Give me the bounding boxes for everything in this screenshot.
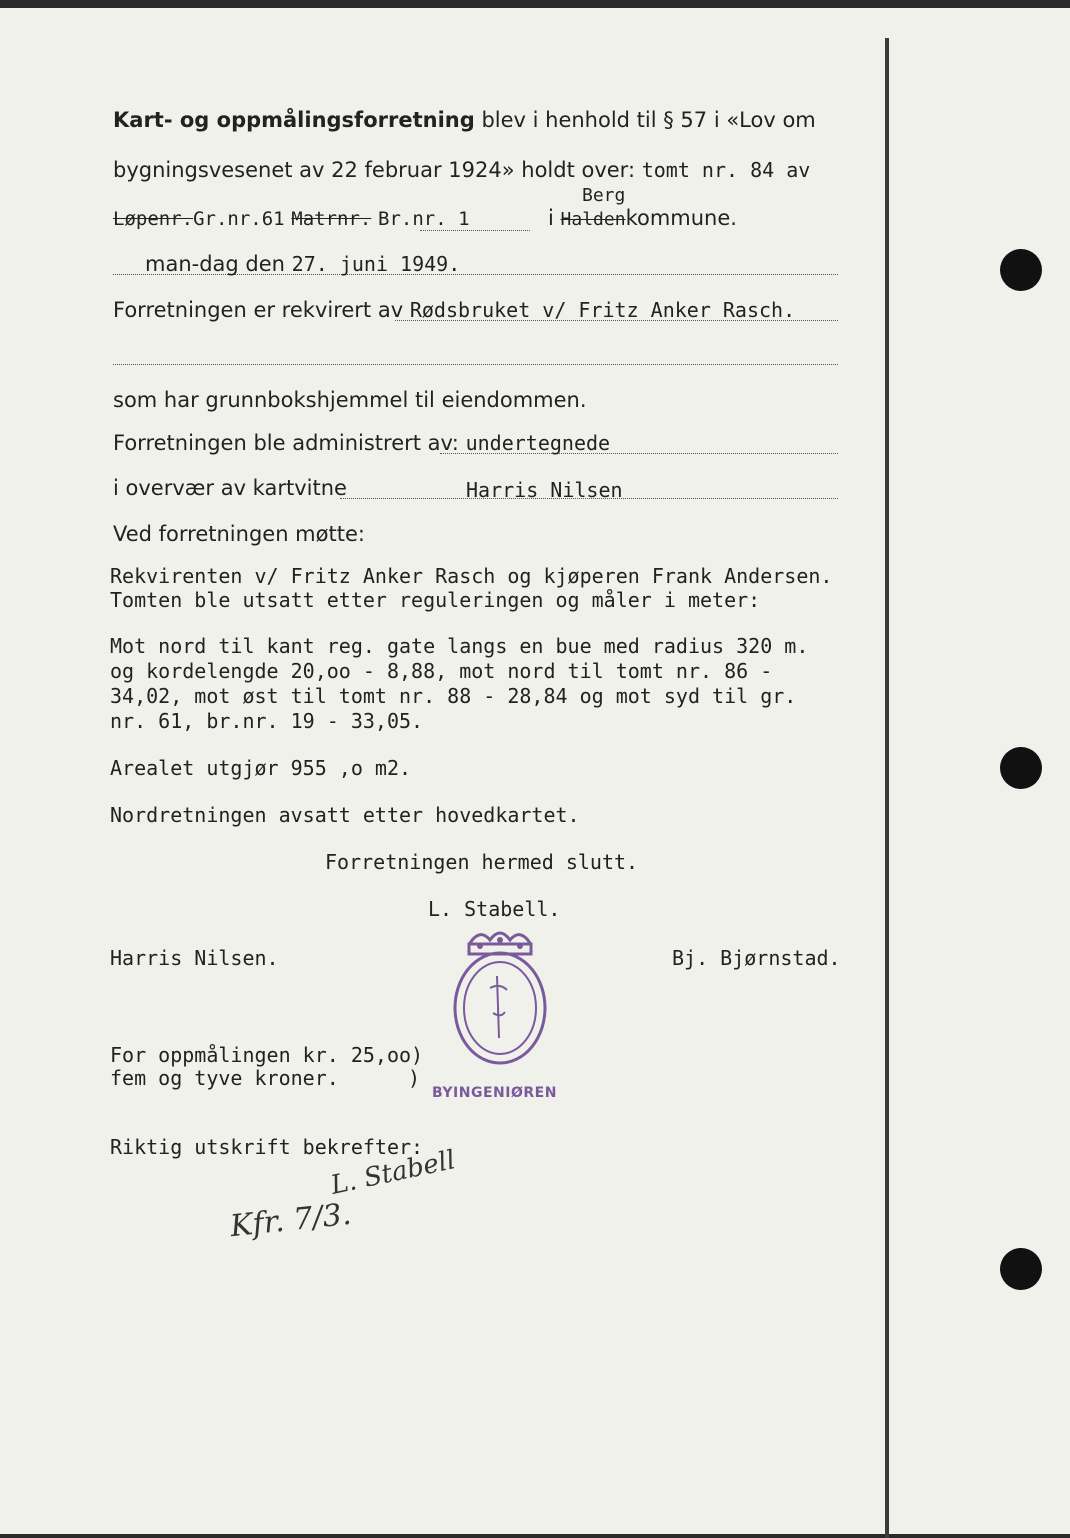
plot-number: tomt nr. 84 av: [641, 158, 811, 182]
gnr-value: Gr.nr.61: [193, 208, 285, 230]
property-dotted-rule: [420, 230, 530, 231]
struck-prefix: Løpenr.: [113, 208, 194, 230]
kommune-label: kommune.: [625, 206, 737, 230]
date-value: 27. juni 1949.: [291, 252, 461, 276]
fee-line-2: fem og tyve kroner.: [110, 1066, 339, 1090]
signature-right: Bj. Bjørnstad.: [672, 946, 841, 970]
municipality-typed: Berg: [582, 185, 626, 206]
witness-value: Harris Nilsen: [466, 478, 623, 502]
stamp-label: BYINGENIØREN: [432, 1085, 557, 1101]
crown-jewel-left: [477, 943, 483, 949]
signature-center: L. Stabell.: [428, 897, 561, 921]
date-line: [145, 252, 460, 276]
header-line-2: [113, 158, 810, 182]
stamp-inner-oval: [464, 962, 536, 1054]
fee-line-1: For oppmålingen kr. 25,oo): [110, 1043, 424, 1067]
struck-municipality: Halden: [560, 209, 626, 230]
punch-hole-bottom: [1000, 1248, 1042, 1290]
day-label: dag den: [199, 252, 285, 276]
area-text: Arealet utgjør 955 ,o m2.: [110, 756, 412, 780]
administered-line: [113, 431, 610, 455]
ownership-text: som har grunnbokshjemmel til eiendommen.: [113, 388, 587, 412]
property-line: [113, 206, 470, 230]
in-label: i: [548, 206, 554, 230]
municipality-line: [548, 206, 737, 230]
official-stamp: [435, 928, 575, 1108]
body-p2-line3: 34,02, mot øst til tomt nr. 88 - 28,84 og mot syd til gr.: [110, 684, 797, 708]
stamp-emblem: [490, 976, 507, 1038]
punch-hole-top: [1000, 249, 1042, 291]
administered-value: undertegnede: [465, 431, 611, 455]
body-p2-line2: og kordelengde 20,oo - 8,88, mot nord til tomt nr. 86 -: [110, 659, 773, 683]
certification-text: Riktig utskrift bekrefter:: [110, 1135, 424, 1159]
administered-label: Forretningen ble administrert av:: [113, 431, 459, 455]
blank-dotted-rule: [113, 364, 838, 365]
north-text: Nordretningen avsatt etter hovedkartet.: [110, 803, 580, 827]
bnr-value: Br.nr. 1: [378, 208, 470, 230]
handwritten-signature: L. Stabell: [328, 1145, 458, 1201]
handwritten-note: Kfr. 7/3.: [228, 1196, 353, 1245]
struck-matr: Matrnr.: [291, 208, 372, 230]
requested-value: Rødsbruket v/ Fritz Anker Rasch.: [409, 298, 796, 322]
signature-left: Harris Nilsen.: [110, 946, 279, 970]
margin-rule: [885, 38, 889, 1538]
witness-label: i overvær av kartvitne: [113, 476, 347, 500]
closing-text: Forretningen hermed slutt.: [325, 850, 639, 874]
crown-jewel-right: [517, 943, 523, 949]
body-p1-line2: Tomten ble utsatt etter reguleringen og måler i meter:: [110, 588, 761, 612]
body-p1-line1: Rekvirenten v/ Fritz Anker Rasch og kjøperen Frank Andersen.: [110, 564, 833, 588]
header-text-2: bygningsvesenet av 22 februar 1924» holdt over:: [113, 158, 636, 182]
punch-hole-middle: [1000, 747, 1042, 789]
weekday-prefix: man-: [145, 252, 200, 276]
header-line-1: [113, 108, 816, 132]
body-p2-line4: nr. 61, br.nr. 19 - 33,05.: [110, 709, 424, 733]
document-page: [0, 8, 1070, 1534]
body-p2-line1: Mot nord til kant reg. gate langs en bue med radius 320 m.: [110, 634, 809, 658]
crown-jewel-center: [497, 937, 503, 943]
attended-label: Ved forretningen møtte:: [113, 522, 365, 546]
form-title: Kart- og oppmålingsforretning: [113, 108, 475, 132]
header-text-1: blev i henhold til § 57 i «Lov om: [481, 108, 816, 132]
fee-bracket: ): [408, 1066, 421, 1090]
requested-label: Forretningen er rekvirert av: [113, 298, 404, 322]
requested-line: [113, 298, 795, 322]
stamp-oval: [455, 953, 545, 1063]
